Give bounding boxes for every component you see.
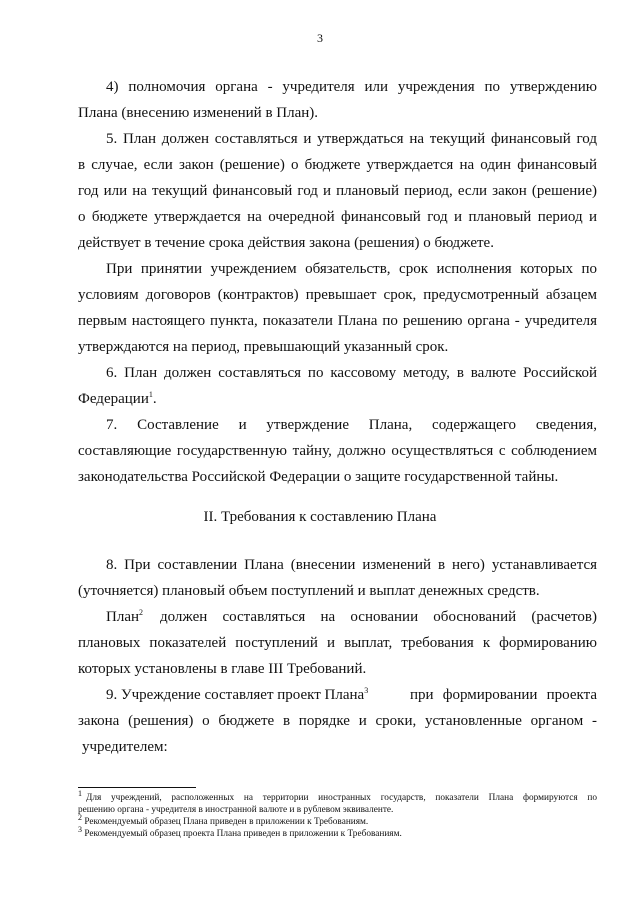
footnote-2: [78, 812, 369, 828]
paragraph-5-line-5: действует в течение срока действия закона (решения) о бюджете.: [78, 235, 494, 251]
paragraph-9-line-1-start: [106, 685, 368, 705]
paragraph-5-line-1: 5. План должен составляться и утверждаться на текущий финансовый год: [106, 131, 597, 147]
paragraph-5b-line-1: При принятии учреждением обязательств, срок исполнения которых по: [106, 261, 597, 277]
paragraph-5b-line-2: условиям договоров (контрактов) превышает срок, предусмотренный абзацем: [78, 287, 597, 303]
paragraph-5b-line-3: первым настоящего пункта, показатели Плана по решению органа - учредителя: [78, 313, 597, 329]
footnote-ref-3: 3: [364, 686, 369, 695]
paragraph-8b-line-2: плановых показателей поступлений и выплат, требования к формированию: [78, 635, 597, 651]
paragraph-5-line-3: год или на текущий финансовый год и плановый период, если закон (решение): [78, 183, 597, 199]
footnote-separator: [78, 787, 196, 788]
paragraph-5b-line-4: утверждаются на период, превышающий указанный срок.: [78, 339, 449, 355]
paragraph-6-line-1: 6. План должен составляться по кассовому методу, в валюте Российской: [106, 365, 597, 381]
paragraph-5-line-4: о бюджете утверждается на очередной финансовый год и плановый период и: [78, 209, 597, 225]
paragraph-7-line-2: составляющие государственную тайну, должно осуществляться с соблюдением: [78, 443, 597, 459]
paragraph-8b-line-1-rest: должен составляться на основании обоснований (расчетов): [160, 609, 597, 625]
footnote-1-line-1: Для учреждений, расположенных на территории иностранных государств, показатели Плана формируются по: [86, 793, 597, 803]
footnote-1-mark: [78, 788, 82, 804]
paragraph-8b-word-plan: План: [106, 609, 140, 625]
footnote-1-line-2: решению органа - учредителя в иностранной валюте и в рублевом эквиваленте.: [78, 805, 394, 815]
footnote-1-number: 1: [78, 788, 82, 798]
paragraph-8-line-2: (уточняется) плановый объем поступлений и выплат денежных средств.: [78, 583, 540, 599]
footnote-3: [78, 824, 402, 840]
paragraph-9-line-2: закона (решения) о бюджете в порядке и сроки, установленные органом -: [78, 713, 597, 729]
paragraph-9-line-1-rest: при формировании проекта: [410, 687, 597, 703]
paragraph-7-line-1: 7. Составление и утверждение Плана, содержащего сведения,: [106, 417, 597, 433]
section-heading: II. Требования к составлению Плана: [203, 509, 437, 525]
footnote-ref-2: 2: [139, 608, 144, 617]
page-number: 3: [317, 31, 323, 45]
paragraph-5-line-2: в случае, если закон (решение) о бюджете утверждается на один финансовый: [78, 157, 597, 173]
paragraph-8b-line-1-start: [106, 607, 143, 627]
paragraph-6-line-2: Федерации$^1$.: [78, 390, 157, 407]
footnote-ref-1: 1: [148, 390, 153, 399]
footnote-3-text: Рекомендуемый образец проекта Плана приведен в приложении к Требованиям.: [84, 829, 402, 839]
paragraph-7-line-3: законодательства Российской Федерации о защите государственной тайны.: [78, 469, 559, 485]
paragraph-8-line-1: 8. При составлении Плана (внесении изменений в него) устанавливается: [106, 557, 597, 573]
paragraph-4-line-2: Плана (внесению изменений в План).: [78, 105, 319, 121]
footnote-2-number: 2: [78, 812, 82, 822]
footnote-2-text: Рекомендуемый образец Плана приведен в приложении к Требованиям.: [84, 817, 369, 827]
paragraph-9-line-3: учредителем:: [82, 739, 168, 755]
footnote-3-number: 3: [78, 824, 82, 834]
paragraph-8b-line-3: которых установлены в главе III Требований.: [78, 661, 367, 677]
paragraph-6-line-2-text: Федерации: [78, 391, 149, 407]
paragraph-4-line-1: 4) полномочия органа - учредителя или учреждения по утверждению: [106, 79, 597, 95]
paragraph-9-line-1-text: 9. Учреждение составляет проект Плана: [106, 687, 365, 703]
